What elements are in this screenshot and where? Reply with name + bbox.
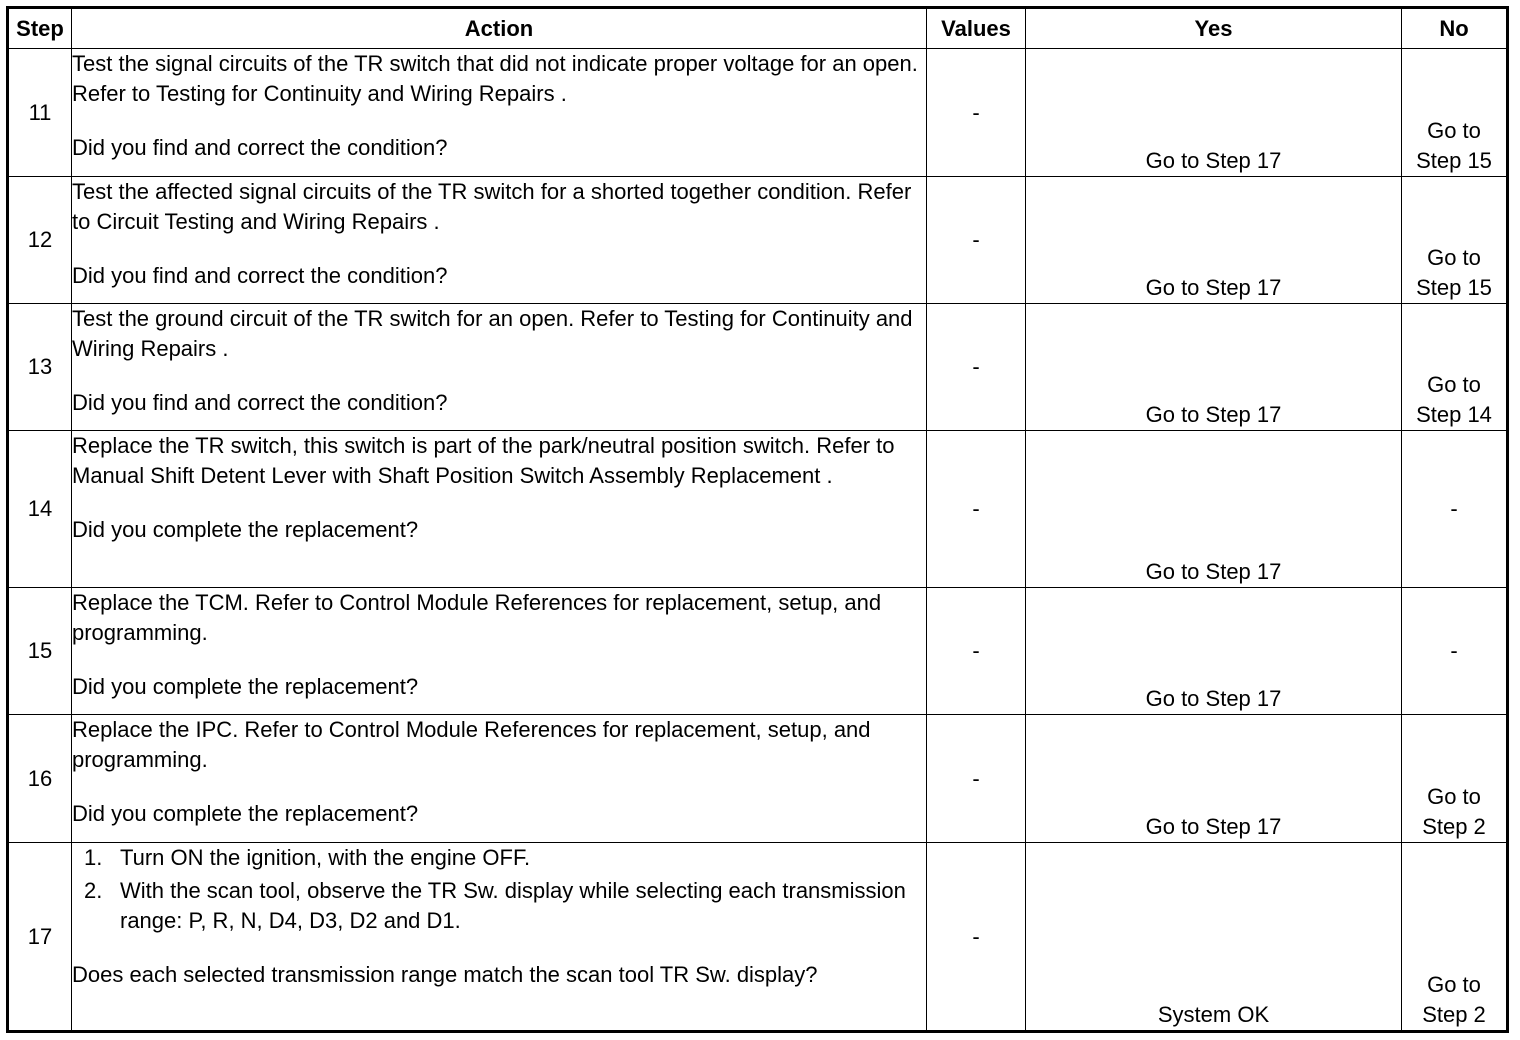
values-cell: -	[927, 588, 1026, 715]
step-number: 17	[8, 843, 72, 1032]
no-cell: Go to Step 14	[1402, 304, 1508, 431]
table-row	[8, 431, 1508, 588]
header-yes: Yes	[1026, 8, 1402, 49]
no-cell: Go to Step 15	[1402, 49, 1508, 177]
yes-cell: System OK	[1026, 843, 1402, 1032]
header-row	[8, 8, 1508, 49]
header-values: Values	[927, 8, 1026, 49]
header-action: Action	[72, 8, 927, 49]
action-text: Replace the IPC. Refer to Control Module References for replacement, setup, and programming.	[72, 717, 871, 772]
action-cell	[72, 843, 927, 1032]
yes-cell: Go to Step 17	[1026, 715, 1402, 843]
action-cell	[72, 588, 927, 715]
list-item-number: 2.	[84, 878, 103, 903]
step-number: 14	[8, 431, 72, 588]
list-item	[84, 843, 926, 873]
action-text: Test the affected signal circuits of the TR switch for a shorted together condition. Refer to Circuit Testing and Wiring Repairs .	[72, 179, 912, 234]
action-question: Did you find and correct the condition?	[72, 263, 448, 288]
action-question: Did you find and correct the condition?	[72, 390, 448, 415]
procedure-list	[72, 843, 926, 936]
step-number: 13	[8, 304, 72, 431]
values-cell: -	[927, 177, 1026, 304]
list-item-text: Turn ON the ignition, with the engine OFF.	[120, 845, 531, 870]
no-cell: Go to Step 2	[1402, 715, 1508, 843]
yes-cell: Go to Step 17	[1026, 431, 1402, 588]
action-question: Did you complete the replacement?	[72, 674, 419, 699]
no-cell: -	[1402, 431, 1508, 588]
yes-cell: Go to Step 17	[1026, 588, 1402, 715]
values-cell: -	[927, 49, 1026, 177]
step-number: 16	[8, 715, 72, 843]
action-text: Replace the TR switch, this switch is part of the park/neutral position switch. Refer to Manual Shift Detent Lever with Shaft Position Switch Assembly Replacement .	[72, 433, 895, 488]
no-cell: Go to Step 2	[1402, 843, 1508, 1032]
table-row	[8, 304, 1508, 431]
action-cell	[72, 177, 927, 304]
action-cell	[72, 49, 927, 177]
table-row	[8, 715, 1508, 843]
list-item-text: With the scan tool, observe the TR Sw. display while selecting each transmission range: P, R, N, D4, D3, D2 and D1.	[120, 878, 906, 933]
action-cell	[72, 304, 927, 431]
yes-cell: Go to Step 17	[1026, 49, 1402, 177]
action-text: Test the signal circuits of the TR switch that did not indicate proper voltage for an open. Refer to Testing for Continuity and Wiring Repairs .	[72, 51, 918, 106]
list-item	[84, 876, 926, 936]
values-cell: -	[927, 304, 1026, 431]
action-cell	[72, 715, 927, 843]
action-cell	[72, 431, 927, 588]
yes-cell: Go to Step 17	[1026, 304, 1402, 431]
action-question: Did you complete the replacement?	[72, 801, 419, 826]
action-text: Replace the TCM. Refer to Control Module References for replacement, setup, and programming.	[72, 590, 882, 645]
no-cell: -	[1402, 588, 1508, 715]
table-row	[8, 49, 1508, 177]
action-question: Did you find and correct the condition?	[72, 135, 448, 160]
step-number: 11	[8, 49, 72, 177]
values-cell: -	[927, 431, 1026, 588]
values-cell: -	[927, 715, 1026, 843]
step-number: 12	[8, 177, 72, 304]
header-no: No	[1402, 8, 1508, 49]
yes-cell: Go to Step 17	[1026, 177, 1402, 304]
table-row	[8, 588, 1508, 715]
table-row	[8, 177, 1508, 304]
values-cell: -	[927, 843, 1026, 1032]
step-number: 15	[8, 588, 72, 715]
header-step: Step	[8, 8, 72, 49]
table-row	[8, 843, 1508, 1032]
action-text: Test the ground circuit of the TR switch for an open. Refer to Testing for Continuity and Wiring Repairs .	[72, 306, 913, 361]
list-item-number: 1.	[84, 845, 103, 870]
action-question: Does each selected transmission range match the scan tool TR Sw. display?	[72, 962, 818, 987]
no-cell: Go to Step 15	[1402, 177, 1508, 304]
diagnostic-table	[6, 6, 1509, 1033]
action-question: Did you complete the replacement?	[72, 517, 419, 542]
